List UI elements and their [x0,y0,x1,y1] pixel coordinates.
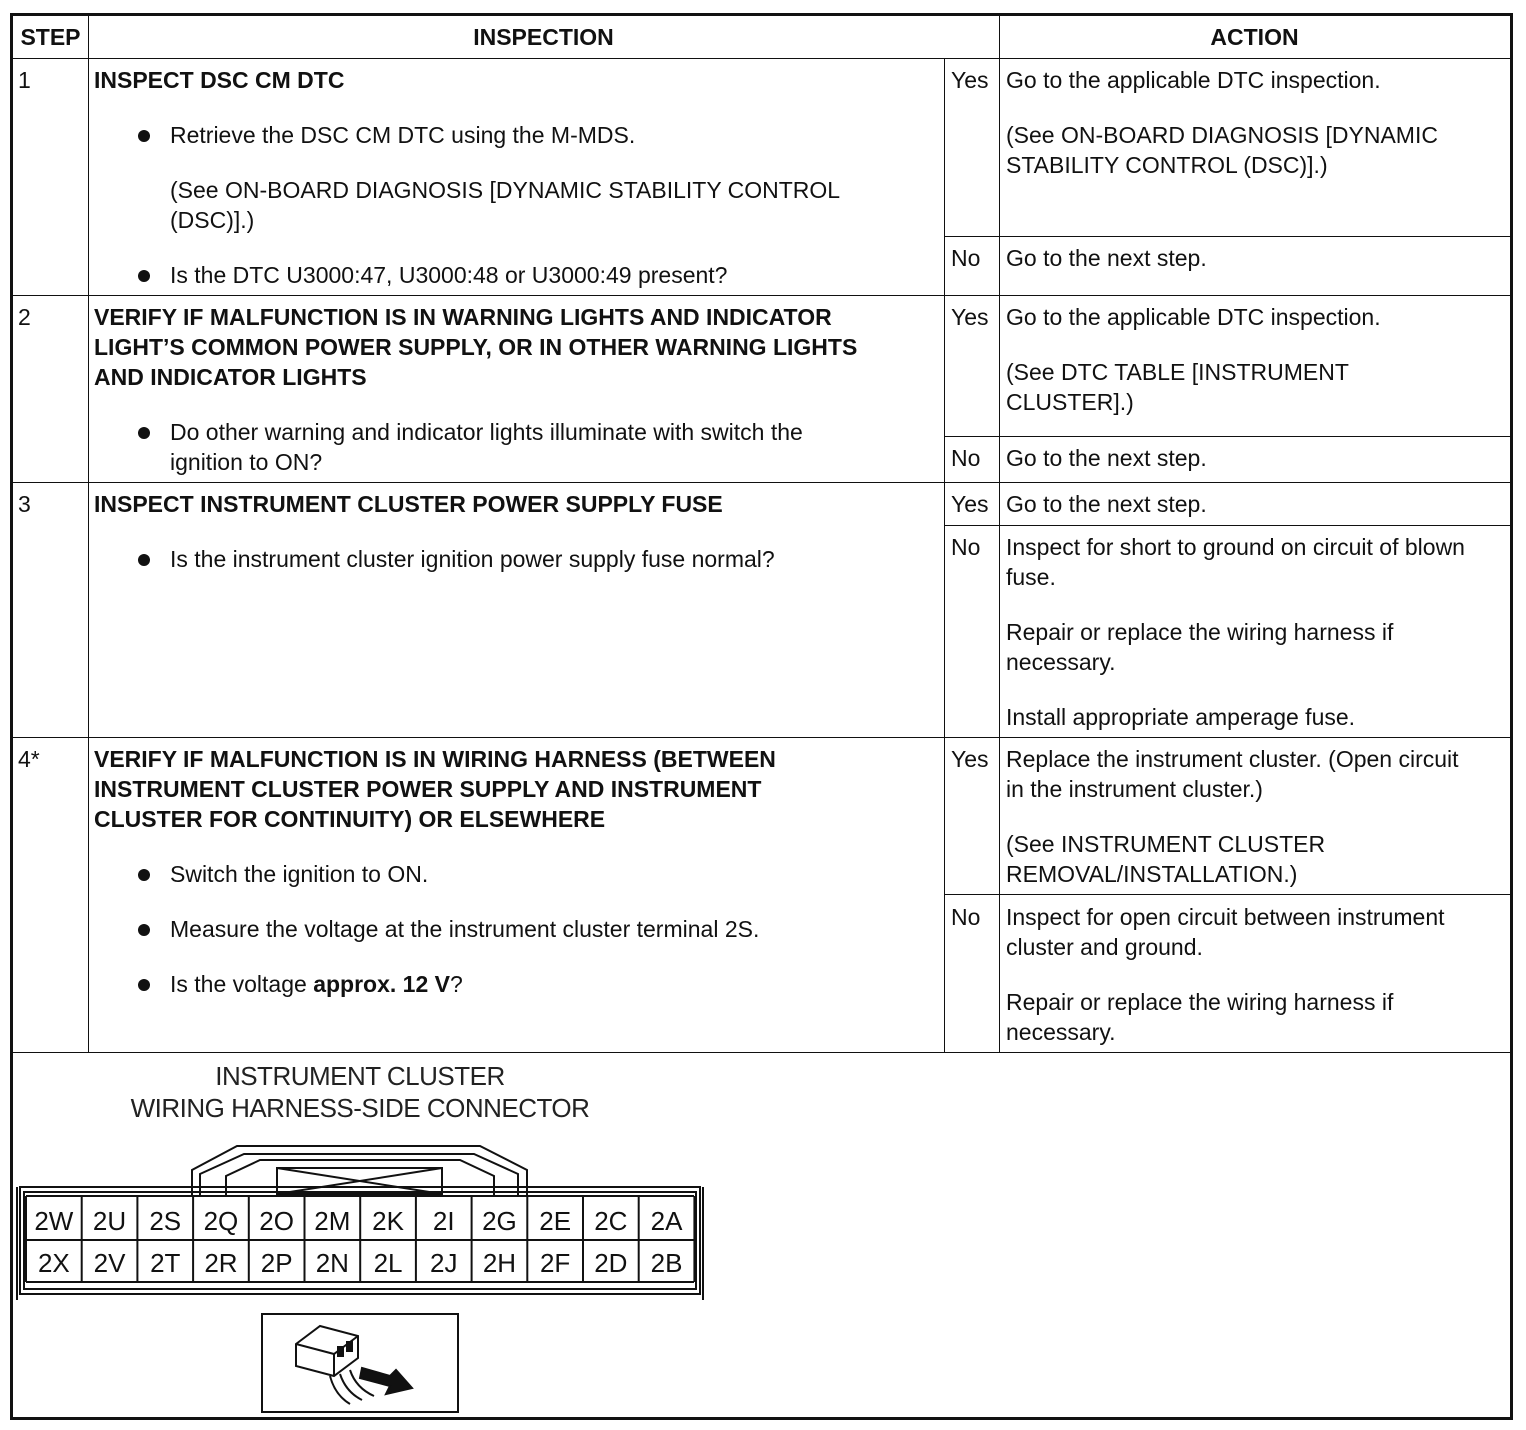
header-inspection: INSPECTION [473,24,614,50]
reference-note: (DSC)].) [170,207,255,233]
pin-label-2i: 2I [432,1206,455,1236]
header-step: STEP [20,24,81,50]
pin-label-2e: 2E [539,1206,572,1236]
bullet-text: Measure the voltage at the instrument cluster terminal 2S. [170,916,760,942]
yes-label: Yes [951,491,989,517]
no-label: No [951,904,981,930]
header-action: ACTION [1210,24,1299,50]
pin-label-2u: 2U [92,1206,127,1236]
action-text: Install appropriate amperage fuse. [1006,704,1356,730]
action-text: Inspect for short to ground on circuit of blown [1006,534,1465,560]
pin-label-2h: 2H [482,1248,517,1278]
action-text: Go to the next step. [1006,445,1207,471]
step-title: VERIFY IF MALFUNCTION IS IN WARNING LIGHTS AND INDICATOR [94,304,832,330]
pin-label-2x: 2X [37,1248,70,1278]
voltage-value: approx. 12 V [313,971,450,997]
action-text: Go to the applicable DTC inspection. [1006,304,1381,330]
pin-label-2t: 2T [150,1248,181,1278]
connector-view-icon [262,1314,458,1412]
action-text: necessary. [1006,649,1116,675]
step-title: VERIFY IF MALFUNCTION IS IN WIRING HARNESS (BETWEEN [94,746,776,772]
pin-label-2f: 2F [539,1248,571,1278]
action-text: fuse. [1006,564,1056,590]
pin-label-2p: 2P [260,1248,293,1278]
step-title: LIGHT’S COMMON POWER SUPPLY, OR IN OTHER WARNING LIGHTS [94,334,858,360]
step-title: INSPECT DSC CM DTC [94,67,345,93]
action-text: Go to the next step. [1006,245,1207,271]
diagram-title: INSTRUMENT CLUSTER [215,1061,505,1091]
icon-frame [262,1314,458,1412]
pin-label-2s: 2S [149,1206,182,1236]
action-text: REMOVAL/INSTALLATION.) [1006,861,1298,887]
pin-label-2n: 2N [315,1248,349,1278]
action-text: Inspect for open circuit between instrument [1006,904,1445,930]
step-title: AND INDICATOR LIGHTS [94,364,367,390]
yes-label: Yes [951,304,989,330]
step-number: 3 [18,491,31,517]
action-text: (See INSTRUMENT CLUSTER [1006,831,1326,857]
no-label: No [951,534,981,560]
step-number: 1 [18,67,31,93]
pin-label-2w: 2W [34,1206,74,1236]
step-number: 4* [18,746,40,772]
pin-label-2m: 2M [314,1206,351,1236]
action-text: necessary. [1006,1019,1116,1045]
pin-label-2r: 2R [204,1248,238,1278]
bullet-text-suffix: ? [449,971,463,997]
pin-label-2l: 2L [373,1248,403,1278]
action-text: (See DTC TABLE [INSTRUMENT [1006,359,1349,385]
step-number: 2 [18,304,31,330]
action-text: Repair or replace the wiring harness if [1006,619,1394,645]
pin-label-2b: 2B [650,1248,683,1278]
no-label: No [951,445,981,471]
pin-label-2o: 2O [259,1206,294,1236]
action-text: CLUSTER].) [1006,389,1134,415]
step-title: INSPECT INSTRUMENT CLUSTER POWER SUPPLY FUSE [94,491,723,517]
pin-label-2c: 2C [594,1206,628,1236]
bullet-text: ignition to ON? [170,449,323,475]
bullet-text: Do other warning and indicator lights illuminate with switch the [170,419,803,445]
action-text: in the instrument cluster.) [1006,776,1263,802]
action-text: Go to the applicable DTC inspection. [1006,67,1381,93]
pin-label-2a: 2A [650,1206,683,1236]
pin-label-2j: 2J [430,1248,458,1278]
step-title: INSTRUMENT CLUSTER POWER SUPPLY AND INSTRUMENT [94,776,762,802]
no-label: No [951,245,981,271]
yes-label: Yes [951,746,989,772]
bullet-text: Is the DTC U3000:47, U3000:48 or U3000:49 present? [170,262,728,288]
diagram-subtitle: WIRING HARNESS-SIDE CONNECTOR [130,1093,590,1123]
bullet-text-prefix: Is the voltage [170,971,314,997]
step-title: CLUSTER FOR CONTINUITY) OR ELSEWHERE [94,806,606,832]
pin-label-2q: 2Q [203,1206,239,1236]
action-text: cluster and ground. [1006,934,1203,960]
pin-label-2v: 2V [93,1248,126,1278]
action-text: Repair or replace the wiring harness if [1006,989,1394,1015]
action-text: Go to the next step. [1006,491,1207,517]
pin-label-2g: 2G [482,1206,517,1236]
pin-labels [34,1206,683,1278]
yes-label: Yes [951,67,989,93]
action-text: Replace the instrument cluster. (Open circuit [1006,746,1459,772]
reference-note: (See ON-BOARD DIAGNOSIS [DYNAMIC STABILITY CONTROL [170,177,841,203]
bullet-text: Switch the ignition to ON. [170,861,429,887]
bullet-text: Retrieve the DSC CM DTC using the M-MDS. [170,122,636,148]
action-text: (See ON-BOARD DIAGNOSIS [DYNAMIC [1006,122,1438,148]
action-text: STABILITY CONTROL (DSC)].) [1006,152,1328,178]
bullet-text: Is the instrument cluster ignition power supply fuse normal? [170,546,775,572]
pin-label-2k: 2K [372,1206,404,1236]
connector-lock-tab [192,1146,527,1196]
pin-label-2d: 2D [594,1248,628,1278]
